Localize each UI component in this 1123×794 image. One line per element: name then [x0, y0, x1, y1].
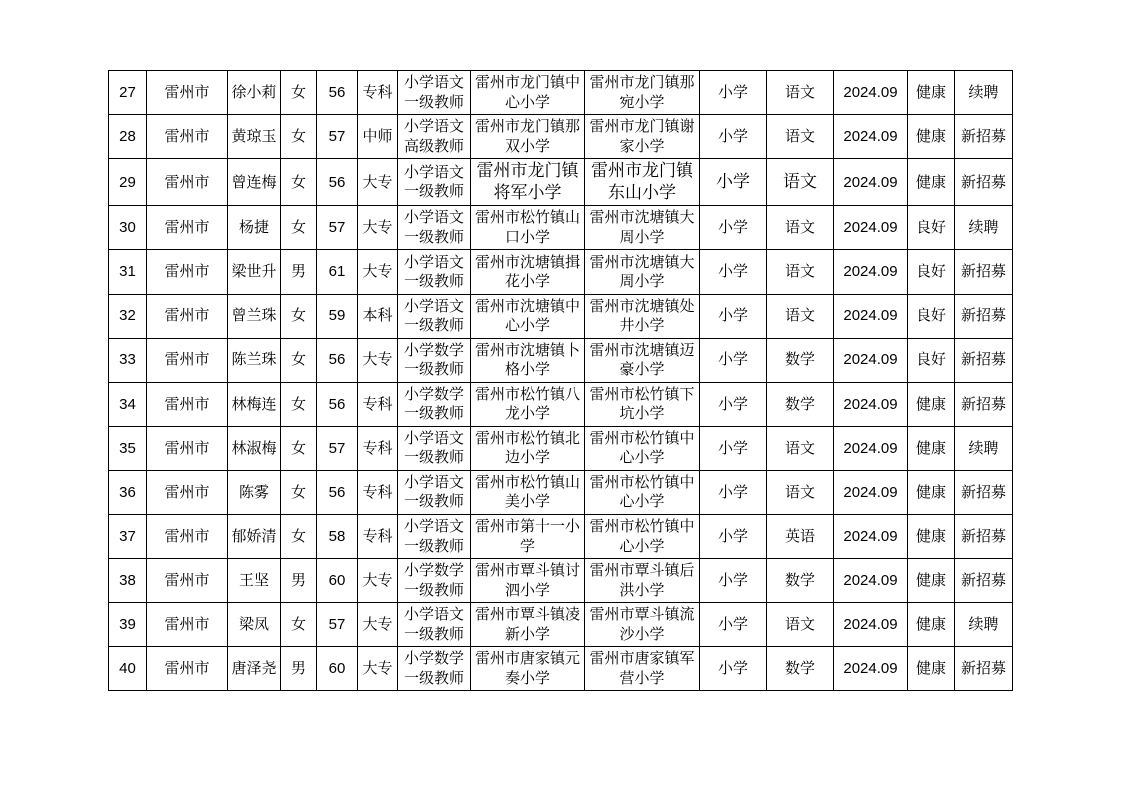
teacher-roster-table — [108, 70, 1013, 691]
cell-row-number: 28 — [109, 115, 147, 159]
cell-subject: 语文 — [767, 115, 834, 159]
cell-education: 大专 — [358, 159, 398, 206]
cell-school-assigned: 雷州市松竹镇下坑小学 — [585, 382, 700, 426]
cell-professional-title: 小学数学一级教师 — [398, 559, 471, 603]
cell-school-level: 小学 — [700, 115, 767, 159]
cell-teacher-name: 林梅连 — [228, 382, 281, 426]
cell-school-level: 小学 — [700, 206, 767, 250]
cell-school-origin: 雷州市覃斗镇讨泗小学 — [471, 559, 585, 603]
cell-school-assigned: 雷州市龙门镇东山小学 — [585, 159, 700, 206]
cell-city: 雷州市 — [147, 115, 228, 159]
cell-city: 雷州市 — [147, 206, 228, 250]
table-row — [109, 115, 1013, 159]
cell-school-origin: 雷州市沈塘镇中心小学 — [471, 294, 585, 338]
cell-gender: 男 — [281, 250, 317, 294]
cell-education: 大专 — [358, 559, 398, 603]
cell-professional-title: 小学数学一级教师 — [398, 382, 471, 426]
cell-professional-title: 小学数学一级教师 — [398, 338, 471, 382]
cell-gender: 男 — [281, 559, 317, 603]
cell-teacher-name: 杨捷 — [228, 206, 281, 250]
cell-date: 2024.09 — [834, 294, 908, 338]
cell-age: 57 — [317, 603, 358, 647]
table-body — [109, 71, 1013, 691]
cell-professional-title: 小学语文一级教师 — [398, 603, 471, 647]
cell-school-level: 小学 — [700, 159, 767, 206]
cell-school-origin: 雷州市松竹镇北边小学 — [471, 426, 585, 470]
cell-row-number: 31 — [109, 250, 147, 294]
cell-teacher-name: 曾兰珠 — [228, 294, 281, 338]
cell-school-level: 小学 — [700, 382, 767, 426]
cell-date: 2024.09 — [834, 159, 908, 206]
cell-city: 雷州市 — [147, 603, 228, 647]
cell-date: 2024.09 — [834, 115, 908, 159]
cell-school-level: 小学 — [700, 338, 767, 382]
cell-subject: 数学 — [767, 559, 834, 603]
cell-school-origin: 雷州市松竹镇山口小学 — [471, 206, 585, 250]
cell-teacher-name: 林淑梅 — [228, 426, 281, 470]
cell-hire-status: 续聘 — [955, 71, 1013, 115]
cell-health-status: 健康 — [908, 515, 955, 559]
cell-row-number: 29 — [109, 159, 147, 206]
cell-subject: 语文 — [767, 294, 834, 338]
cell-health-status: 良好 — [908, 250, 955, 294]
cell-row-number: 33 — [109, 338, 147, 382]
cell-row-number: 38 — [109, 559, 147, 603]
cell-hire-status: 新招募 — [955, 515, 1013, 559]
cell-school-assigned: 雷州市覃斗镇后洪小学 — [585, 559, 700, 603]
cell-hire-status: 新招募 — [955, 382, 1013, 426]
cell-health-status: 良好 — [908, 294, 955, 338]
cell-gender: 女 — [281, 603, 317, 647]
cell-subject: 语文 — [767, 426, 834, 470]
cell-education: 专科 — [358, 71, 398, 115]
cell-date: 2024.09 — [834, 71, 908, 115]
cell-school-assigned: 雷州市沈塘镇处井小学 — [585, 294, 700, 338]
cell-school-origin: 雷州市龙门镇那双小学 — [471, 115, 585, 159]
cell-school-level: 小学 — [700, 426, 767, 470]
cell-education: 中师 — [358, 115, 398, 159]
cell-education: 大专 — [358, 250, 398, 294]
cell-city: 雷州市 — [147, 294, 228, 338]
cell-subject: 数学 — [767, 382, 834, 426]
cell-school-origin: 雷州市沈塘镇揖花小学 — [471, 250, 585, 294]
cell-date: 2024.09 — [834, 206, 908, 250]
cell-subject: 英语 — [767, 515, 834, 559]
cell-date: 2024.09 — [834, 647, 908, 691]
cell-hire-status: 新招募 — [955, 159, 1013, 206]
cell-gender: 男 — [281, 647, 317, 691]
cell-row-number: 34 — [109, 382, 147, 426]
table-row — [109, 71, 1013, 115]
cell-date: 2024.09 — [834, 603, 908, 647]
cell-health-status: 健康 — [908, 382, 955, 426]
cell-school-origin: 雷州市龙门镇将军小学 — [471, 159, 585, 206]
cell-row-number: 40 — [109, 647, 147, 691]
cell-hire-status: 新招募 — [955, 294, 1013, 338]
cell-subject: 语文 — [767, 603, 834, 647]
cell-school-origin: 雷州市龙门镇中心小学 — [471, 71, 585, 115]
cell-age: 61 — [317, 250, 358, 294]
cell-school-assigned: 雷州市沈塘镇迈豪小学 — [585, 338, 700, 382]
cell-age: 57 — [317, 115, 358, 159]
cell-gender: 女 — [281, 426, 317, 470]
cell-city: 雷州市 — [147, 71, 228, 115]
cell-health-status: 健康 — [908, 159, 955, 206]
cell-school-level: 小学 — [700, 250, 767, 294]
cell-education: 专科 — [358, 426, 398, 470]
cell-education: 大专 — [358, 338, 398, 382]
table-row — [109, 250, 1013, 294]
cell-teacher-name: 梁凤 — [228, 603, 281, 647]
cell-hire-status: 新招募 — [955, 250, 1013, 294]
cell-hire-status: 续聘 — [955, 206, 1013, 250]
cell-education: 专科 — [358, 470, 398, 514]
table-row — [109, 338, 1013, 382]
cell-school-level: 小学 — [700, 71, 767, 115]
cell-row-number: 30 — [109, 206, 147, 250]
cell-school-origin: 雷州市松竹镇八龙小学 — [471, 382, 585, 426]
cell-education: 专科 — [358, 515, 398, 559]
cell-school-assigned: 雷州市唐家镇军营小学 — [585, 647, 700, 691]
cell-age: 56 — [317, 159, 358, 206]
cell-age: 60 — [317, 559, 358, 603]
cell-city: 雷州市 — [147, 250, 228, 294]
cell-row-number: 27 — [109, 71, 147, 115]
cell-professional-title: 小学语文一级教师 — [398, 426, 471, 470]
cell-education: 大专 — [358, 603, 398, 647]
cell-date: 2024.09 — [834, 515, 908, 559]
cell-date: 2024.09 — [834, 559, 908, 603]
cell-age: 58 — [317, 515, 358, 559]
cell-school-assigned: 雷州市松竹镇中心小学 — [585, 470, 700, 514]
cell-health-status: 健康 — [908, 71, 955, 115]
cell-city: 雷州市 — [147, 338, 228, 382]
cell-hire-status: 新招募 — [955, 647, 1013, 691]
cell-subject: 语文 — [767, 470, 834, 514]
cell-professional-title: 小学语文一级教师 — [398, 470, 471, 514]
cell-city: 雷州市 — [147, 647, 228, 691]
cell-professional-title: 小学语文高级教师 — [398, 115, 471, 159]
cell-health-status: 健康 — [908, 559, 955, 603]
cell-school-level: 小学 — [700, 294, 767, 338]
cell-teacher-name: 黄琼玉 — [228, 115, 281, 159]
cell-age: 56 — [317, 382, 358, 426]
cell-school-level: 小学 — [700, 603, 767, 647]
cell-hire-status: 新招募 — [955, 470, 1013, 514]
cell-teacher-name: 曾连梅 — [228, 159, 281, 206]
cell-city: 雷州市 — [147, 470, 228, 514]
cell-health-status: 良好 — [908, 206, 955, 250]
cell-city: 雷州市 — [147, 515, 228, 559]
cell-gender: 女 — [281, 515, 317, 559]
cell-subject: 数学 — [767, 338, 834, 382]
table-row — [109, 159, 1013, 206]
cell-school-level: 小学 — [700, 647, 767, 691]
cell-hire-status: 新招募 — [955, 338, 1013, 382]
cell-school-assigned: 雷州市松竹镇中心小学 — [585, 426, 700, 470]
cell-health-status: 健康 — [908, 115, 955, 159]
cell-school-assigned: 雷州市覃斗镇流沙小学 — [585, 603, 700, 647]
cell-age: 59 — [317, 294, 358, 338]
cell-date: 2024.09 — [834, 426, 908, 470]
cell-date: 2024.09 — [834, 338, 908, 382]
cell-gender: 女 — [281, 338, 317, 382]
table-row — [109, 470, 1013, 514]
cell-city: 雷州市 — [147, 559, 228, 603]
cell-gender: 女 — [281, 206, 317, 250]
table-row — [109, 647, 1013, 691]
cell-age: 57 — [317, 206, 358, 250]
cell-school-assigned: 雷州市沈塘镇大周小学 — [585, 250, 700, 294]
cell-subject: 语文 — [767, 71, 834, 115]
cell-subject: 语文 — [767, 250, 834, 294]
cell-gender: 女 — [281, 115, 317, 159]
cell-teacher-name: 唐泽尧 — [228, 647, 281, 691]
cell-age: 60 — [317, 647, 358, 691]
table-row — [109, 382, 1013, 426]
cell-row-number: 36 — [109, 470, 147, 514]
table-row — [109, 426, 1013, 470]
cell-city: 雷州市 — [147, 426, 228, 470]
cell-row-number: 37 — [109, 515, 147, 559]
cell-school-level: 小学 — [700, 470, 767, 514]
cell-professional-title: 小学语文一级教师 — [398, 250, 471, 294]
cell-row-number: 39 — [109, 603, 147, 647]
cell-health-status: 健康 — [908, 603, 955, 647]
cell-hire-status: 续聘 — [955, 426, 1013, 470]
cell-age: 56 — [317, 470, 358, 514]
cell-teacher-name: 王坚 — [228, 559, 281, 603]
cell-gender: 女 — [281, 382, 317, 426]
table-row — [109, 515, 1013, 559]
cell-health-status: 健康 — [908, 470, 955, 514]
table-row — [109, 206, 1013, 250]
cell-health-status: 健康 — [908, 647, 955, 691]
cell-hire-status: 新招募 — [955, 115, 1013, 159]
cell-hire-status: 新招募 — [955, 559, 1013, 603]
cell-teacher-name: 梁世升 — [228, 250, 281, 294]
cell-school-origin: 雷州市第十一小学 — [471, 515, 585, 559]
cell-teacher-name: 陈雾 — [228, 470, 281, 514]
cell-hire-status: 续聘 — [955, 603, 1013, 647]
cell-health-status: 健康 — [908, 426, 955, 470]
table-row — [109, 559, 1013, 603]
cell-professional-title: 小学数学一级教师 — [398, 647, 471, 691]
cell-school-origin: 雷州市沈塘镇卜格小学 — [471, 338, 585, 382]
cell-gender: 女 — [281, 470, 317, 514]
cell-professional-title: 小学语文一级教师 — [398, 159, 471, 206]
cell-professional-title: 小学语文一级教师 — [398, 71, 471, 115]
table-row — [109, 294, 1013, 338]
cell-city: 雷州市 — [147, 382, 228, 426]
cell-subject: 语文 — [767, 206, 834, 250]
cell-date: 2024.09 — [834, 470, 908, 514]
cell-gender: 女 — [281, 294, 317, 338]
cell-teacher-name: 陈兰珠 — [228, 338, 281, 382]
cell-education: 本科 — [358, 294, 398, 338]
cell-school-assigned: 雷州市松竹镇中心小学 — [585, 515, 700, 559]
cell-row-number: 32 — [109, 294, 147, 338]
cell-teacher-name: 郁娇清 — [228, 515, 281, 559]
cell-age: 56 — [317, 338, 358, 382]
cell-school-origin: 雷州市唐家镇元奏小学 — [471, 647, 585, 691]
cell-professional-title: 小学语文一级教师 — [398, 515, 471, 559]
cell-city: 雷州市 — [147, 159, 228, 206]
cell-health-status: 良好 — [908, 338, 955, 382]
cell-school-assigned: 雷州市龙门镇那宛小学 — [585, 71, 700, 115]
cell-gender: 女 — [281, 71, 317, 115]
cell-gender: 女 — [281, 159, 317, 206]
cell-row-number: 35 — [109, 426, 147, 470]
cell-school-level: 小学 — [700, 515, 767, 559]
cell-age: 57 — [317, 426, 358, 470]
cell-teacher-name: 徐小莉 — [228, 71, 281, 115]
cell-age: 56 — [317, 71, 358, 115]
cell-education: 专科 — [358, 382, 398, 426]
cell-education: 大专 — [358, 647, 398, 691]
cell-school-assigned: 雷州市沈塘镇大周小学 — [585, 206, 700, 250]
cell-professional-title: 小学语文一级教师 — [398, 206, 471, 250]
cell-date: 2024.09 — [834, 250, 908, 294]
table-row — [109, 603, 1013, 647]
cell-education: 大专 — [358, 206, 398, 250]
cell-school-origin: 雷州市覃斗镇凌新小学 — [471, 603, 585, 647]
cell-school-origin: 雷州市松竹镇山美小学 — [471, 470, 585, 514]
cell-school-level: 小学 — [700, 559, 767, 603]
cell-professional-title: 小学语文一级教师 — [398, 294, 471, 338]
cell-subject: 数学 — [767, 647, 834, 691]
cell-date: 2024.09 — [834, 382, 908, 426]
cell-subject: 语文 — [767, 159, 834, 206]
cell-school-assigned: 雷州市龙门镇谢家小学 — [585, 115, 700, 159]
